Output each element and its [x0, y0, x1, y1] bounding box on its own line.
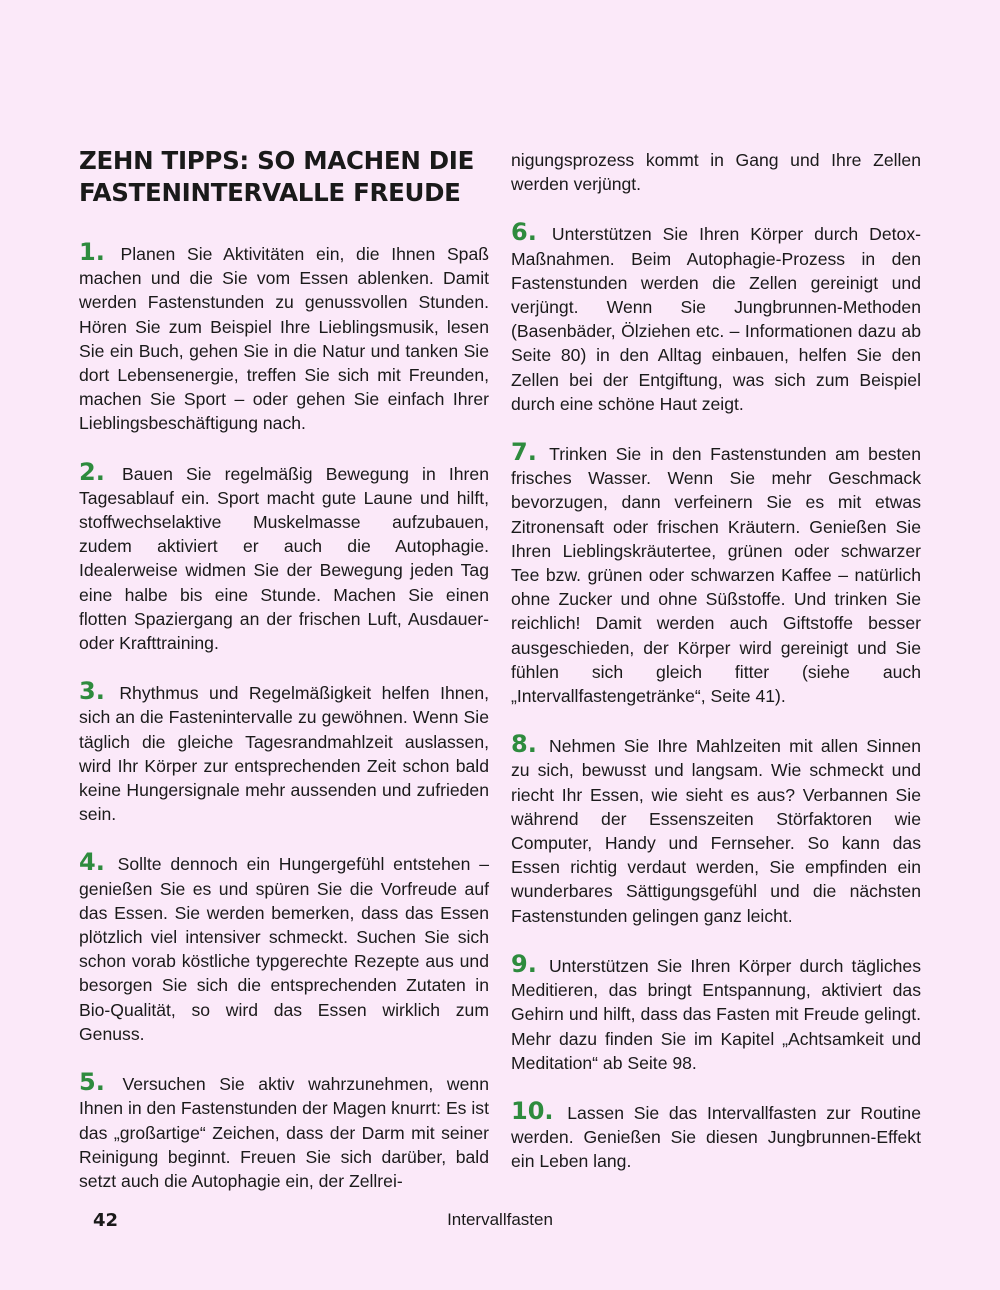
tip-6	[511, 220, 921, 416]
tip-text: Unterstützen Sie Ihren Körper durch Detox-Maßnahmen. Beim Autophagie-Prozess in den Fastenstunden werden die Zellen gereinigt und verjüngt. Wenn Sie Jungbrunnen-Methoden (Basenbäder, Ölziehen etc. – Informationen dazu ab Seite 80) in den Alltag einbauen, helfen Sie den Zellen bei der Entgiftung, was sich zum Beispiel durch eine schöne Haut zeigt.	[511, 224, 921, 414]
tip-number: 6.	[511, 218, 537, 247]
tip-text: Lassen Sie das Intervallfasten zur Routine werden. Genießen Sie diesen Jungbrunnen-Effekt ein Leben lang.	[511, 1102, 921, 1172]
tip-text: Nehmen Sie Ihre Mahlzeiten mit allen Sinnen zu sich, bewusst und langsam. Wie schmeckt und riecht Ihr Essen, wie sieht es aus? Verbannen Sie während der Essenszeiten Störfaktoren wie Computer, Handy und Fernseher. So kann das Essen richtig verdaut werden, Sie empfinden ein wunderbares Sättigungsgefühl und die nächsten Fastenstunden gelingen ganz leicht.	[511, 736, 921, 926]
tip-text: Planen Sie Aktivitäten ein, die Ihnen Spaß machen und die Sie vom Essen ablenken. Damit werden Fastenstunden zu genussvollen Stunden. Hören Sie zum Beispiel Ihre Lieblingsmusik, lesen Sie ein Buch, gehen Sie in die Natur und tanken Sie dort Lebensenergie, treffen Sie sich mit Freunden, machen Sie Sport – oder gehen Sie einfach Ihrer Lieblingsbeschäftigung nach.	[79, 244, 489, 434]
tip-8	[511, 732, 921, 928]
tip-text: Bauen Sie regelmäßig Bewegung in Ihren Tagesablauf ein. Sport macht gute Laune und hilft, stoffwechselaktive Muskelmasse aufzubauen, zudem aktiviert er auch die Autophagie. Idealerweise widmen Sie der Bewegung jeden Tag eine halbe bis eine Stunde. Machen Sie einen flotten Spaziergang an der frischen Luft, Ausdauer- oder Krafttraining.	[79, 463, 489, 654]
tip-5-continuation: nigungsprozess kommt in Gang und Ihre Zellen werden verjüngt.	[511, 150, 921, 195]
running-title: Intervallfasten	[447, 1210, 553, 1229]
tip-number: 10.	[511, 1096, 554, 1125]
tip-number: 4.	[79, 848, 105, 877]
tip-5	[79, 1070, 489, 1193]
tip-text: Versuchen Sie aktiv wahrzunehmen, wenn Ihnen in den Fastenstunden der Magen knurrt: Es ist das „großartige“ Zeichen, dass der Darm mit seiner Reinigung beginnt. Freuen Sie sich darüber, bald setzt auch die Autophagie ein, der Zellrei-	[79, 1074, 489, 1191]
tip-3	[79, 679, 489, 826]
tip-number: 9.	[511, 949, 537, 978]
tip-9	[511, 949, 921, 1075]
right-column	[511, 0, 921, 1198]
tip-text: Unterstützen Sie Ihren Körper durch tägliches Meditieren, das bringt Entspannung, aktiviert das Gehirn und hilft, dass das Fasten mit Freude gelingt. Mehr dazu finden Sie im Kapitel „Achtsamkeit und Meditation“ ab Seite 98.	[511, 955, 921, 1073]
tip-number: 5.	[79, 1068, 105, 1097]
tip-number: 8.	[511, 730, 537, 759]
tip-10	[511, 1096, 921, 1174]
tip-7	[511, 440, 921, 708]
tip-text: Rhythmus und Regelmäßigkeit helfen Ihnen, sich an die Fastenintervalle zu gewöhnen. Wenn Sie täglich die gleiche Tagesrandmahlzeit auslassen, wird Ihr Körper zur entsprechenden Zeit schon bald keine Hungersignale mehr aussenden und zufrieden sein.	[79, 683, 490, 825]
tip-number: 1.	[79, 238, 105, 266]
page-title: ZEHN TIPPS: SO MACHEN DIE FASTENINTERVALLE FREUDE	[79, 146, 475, 207]
tip-number: 2.	[79, 457, 105, 486]
tip-1	[79, 240, 489, 436]
tip-2	[79, 457, 489, 656]
tip-text: Trinken Sie in den Fastenstunden am besten frisches Wasser. Wenn Sie mehr Geschmack bevorzugen, dann verfeinern Sie es mit etwas Zitronensaft oder frischen Kräutern. Genießen Sie Ihren Lieblingskräutertee, grünen oder schwarzer Tee bzw. grünen oder schwarzen Kaffee – natürlich ohne Zucker und ohne Süßstoffe. Und trinken Sie reichlich! Damit werden auch Giftstoffe besser ausgeschieden, der Körper wird gereinigt und Sie fühlen sich gleich fitter (siehe auch „Intervallfastengetränke“, Seite 41).	[511, 444, 921, 707]
left-column	[79, 0, 489, 1217]
tip-4	[79, 850, 489, 1046]
tip-number: 3.	[79, 677, 105, 706]
page-number: 42	[93, 1210, 119, 1231]
tip-number: 7.	[511, 438, 537, 467]
tip-text: Sollte dennoch ein Hungergefühl entstehen – genießen Sie es und spüren Sie die Vorfreude auf das Essen. Sie werden bemerken, dass das Essen plötzlich viel intensiver schmeckt. Suchen Sie sich schon vorab köstliche typgerechte Rezepte aus und besorgen Sie sich die entsprechenden Zutaten in Bio-Qualität, so wird das Essen wirklich zum Genuss.	[79, 854, 489, 1044]
